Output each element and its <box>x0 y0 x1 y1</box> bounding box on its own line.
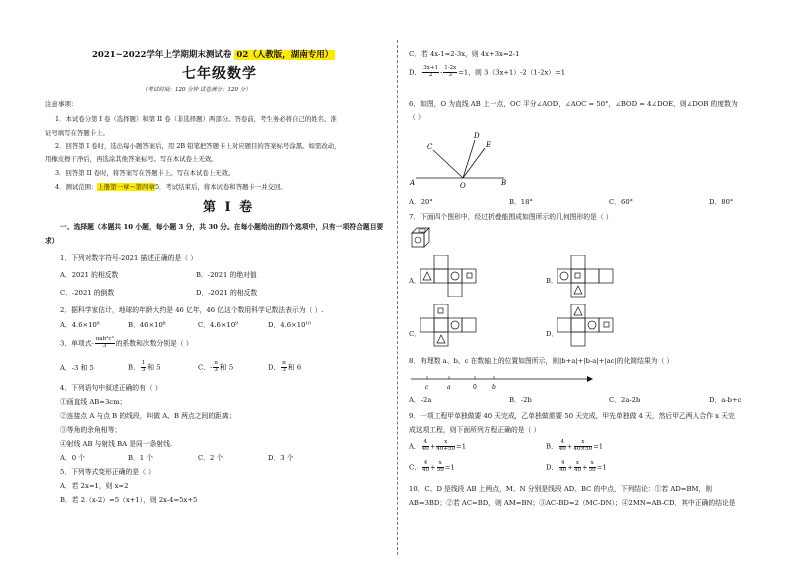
notes-heading: 注意事项： <box>45 100 78 108</box>
exam-meta: （考试时间：120 分钟 试卷满分：120 分） <box>142 87 251 93</box>
cube-front <box>412 233 424 247</box>
q9-option-b: B． $\frac{4}{40}$ + $\frac{x}{40\times 50}$ =1 <box>546 439 604 452</box>
q9-a-f1-num: 4 <box>423 439 427 445</box>
q3-d-post: 和 6 <box>287 363 302 372</box>
q3-den: 3 <box>103 342 107 349</box>
q5-d-n2: 1-2x <box>444 65 457 71</box>
q3-pre: 3．单项式- <box>60 339 94 348</box>
net-d-cell <box>571 318 585 332</box>
q4-statement-4: ④射线 AB 与射线 BA 是同一条射线. <box>60 440 173 448</box>
net-c-cell <box>420 318 434 332</box>
net-d-cell <box>585 318 599 332</box>
net-a-cell <box>462 269 476 283</box>
question-3 <box>60 337 193 350</box>
section-line-2: 求） <box>45 237 59 245</box>
q4-option-b: B．1 个 <box>128 454 154 462</box>
q3-option-d <box>268 361 301 374</box>
net-b-circle <box>560 272 568 280</box>
q9-d-f3-den: 50 <box>588 466 596 473</box>
q9-a-pre: A． <box>409 442 421 451</box>
q9-d-f3-num: x <box>590 460 594 466</box>
q9-c-pre: C． <box>409 463 421 472</box>
net-d <box>557 304 637 350</box>
net-a-triangle <box>423 272 431 280</box>
q4-option-d: D．3 个 <box>268 454 294 462</box>
note-1b: 证号填写在答题卡上。 <box>45 129 109 137</box>
q9-b-f2-den: 40×50 <box>573 445 593 452</box>
q3-d-frac <box>281 361 287 374</box>
q6-option-a: A．20° <box>409 198 433 206</box>
label-e: E <box>486 141 492 149</box>
q5-option-c: C．若 4x-1=2-3x，则 4x+3x=2-1 <box>409 50 520 58</box>
q9-d-f1 <box>559 461 566 474</box>
net-c-cell <box>448 318 462 332</box>
q9-d-f1-den: 40 <box>559 466 567 473</box>
q1-option-c: C．-2021 的倒数 <box>60 289 115 297</box>
q2-option-c: C．4.6×10⁹ <box>198 321 238 329</box>
q9-d-eq: =1 <box>596 463 607 472</box>
q4-option-c: C．2 个 <box>198 454 224 462</box>
q9-a-f1-den: 40 <box>421 445 429 452</box>
net-c-cell <box>462 318 476 332</box>
q1-option-d: D．-2021 的相反数 <box>196 289 258 297</box>
q8-option-d: D．a-b+c <box>709 396 742 404</box>
q9-c-f2-num: x <box>438 460 442 466</box>
q8-option-c: C．2a-2b <box>609 396 641 404</box>
q9-c-f1-den: 40 <box>422 466 429 473</box>
q9-option-d: D． $\frac{4}{40}$ + $\frac{x}{40}$ + $\frac{x}{50}$ =1 <box>546 460 607 473</box>
subject-title: 七年级数学 <box>182 66 257 82</box>
note-3: 3．回答第 II 卷时，将答案写在答题卡上。写在本试卷上无效。 <box>55 169 235 177</box>
q4-statement-2: ②连接点 A 与点 B 的线段，叫做 A、B 两点之间的距离； <box>60 412 236 420</box>
q2-option-d: D．4.6×10¹⁰ <box>268 321 311 329</box>
net-c-cell <box>434 304 448 318</box>
net-b-cell <box>599 269 613 283</box>
q3-num: πab²c³ <box>95 336 114 342</box>
net-a-cell <box>420 269 434 283</box>
net-c-circle <box>451 321 459 329</box>
q5-d-d2: 3 <box>448 71 452 78</box>
q6-option-b: B．18° <box>509 198 533 206</box>
net-b-cell <box>571 269 585 283</box>
q9-d-f2-den: 40 <box>573 466 581 473</box>
q9-a-eq: =1 <box>456 442 467 451</box>
q9-d-f3 <box>589 461 596 474</box>
q3-b-den: 3 <box>141 366 146 373</box>
q9-b-f1-num: 4 <box>560 439 565 445</box>
q3-b-frac <box>141 361 147 374</box>
net-b-cell <box>557 269 571 283</box>
q5-d-mid: - <box>439 68 443 77</box>
q9-a-f2-num: x <box>436 440 455 447</box>
ray-oc <box>433 150 463 178</box>
question-9b: 成这项工程，则下面所列方程正确的是（ ） <box>409 426 541 434</box>
q9-c-f2-den: 50 <box>436 466 444 473</box>
q3-option-c <box>198 361 233 374</box>
q9-c-eq: =1 <box>444 463 455 472</box>
net-c <box>420 304 500 350</box>
q8-option-b: B．-2b <box>509 396 532 404</box>
q9-c-f2 <box>437 461 444 474</box>
q5-d-frac-2 <box>443 66 457 79</box>
note-4-highlight: 上册第一章～第四章 <box>97 183 155 191</box>
cube-figure <box>409 226 431 250</box>
question-10b: AB=3BD；②若 AC=BD，则 AM=BN；③AC-BD=2（MC-DN）；④2MN=AB-CD．其中正确的结论是 <box>409 499 736 507</box>
note-1a: 1．本试卷分第 I 卷（选择题）和第 II 卷（非选择题）两部分。答卷前，考生务必将自己的姓名、准 <box>55 115 337 123</box>
exam-title <box>92 50 335 61</box>
q9-b-f2-num: x <box>574 440 593 447</box>
net-b-cell <box>571 255 585 269</box>
note-4-pre: 4．测试范围： <box>55 183 98 191</box>
net-a <box>420 255 500 297</box>
q7-label-c: C． <box>409 330 421 338</box>
net-d-cell <box>557 318 571 332</box>
label-o: O <box>460 182 466 190</box>
q2-option-a: A．4.6×10⁸ <box>60 321 100 329</box>
q3-option-a: A．-3 和 5 <box>60 364 94 372</box>
q9-b-eq: =1 <box>593 442 604 451</box>
q6-option-d: D．80° <box>709 198 734 206</box>
q5-option-a: A．若 2x=1，则 x=2 <box>60 482 129 490</box>
q9-option-a: A． $\frac{4}{40}$ + $\frac{x}{40+50}$ =1 <box>409 439 467 452</box>
number-line-arrow <box>587 376 593 382</box>
q9-a-f1 <box>422 440 429 453</box>
q5-option-d <box>409 66 565 79</box>
q4-option-a: A．0 个 <box>60 454 85 462</box>
net-a-cell <box>448 269 462 283</box>
angle-figure <box>408 128 508 190</box>
part-title: 第 I 卷 <box>203 200 255 215</box>
q3-d-pre: D． <box>268 363 281 372</box>
q3-d-num: π <box>282 360 286 366</box>
net-c-square <box>438 308 443 313</box>
label-a: A <box>410 179 416 187</box>
ray-oe <box>463 148 485 178</box>
ray-od <box>463 140 475 178</box>
note-4 <box>55 183 287 191</box>
q5-d-pre: D． <box>409 68 422 77</box>
net-d-cell <box>599 318 613 332</box>
q7-label-b: B． <box>546 277 558 285</box>
q7-label-d: D． <box>546 330 559 338</box>
q3-d-den: 3 <box>282 366 286 373</box>
q3-c-den: 3 <box>214 366 218 373</box>
q8-option-a: A．-2a <box>409 396 432 404</box>
net-a-square <box>467 273 472 278</box>
q9-c-f1-num: 4 <box>423 460 428 466</box>
q9-b-pre: B． <box>546 442 558 451</box>
section-line-1: 一、选择题（本题共 10 小题，每小题 3 分，共 30 分。在每小题给出的四个选项中，只有一项符合题目要 <box>60 223 384 231</box>
label-c: C <box>427 143 433 151</box>
q9-d-f2 <box>574 461 581 474</box>
note-4-post: 5．考试结束后，将本试卷和答题卡一并交回。 <box>154 183 287 191</box>
question-9a: 9．一项工程甲单独做要 40 天完成，乙单独做需要 50 天完成，甲先单独做 4 天，然后甲乙两人合作 x 天完 <box>409 412 735 420</box>
q9-b-f1-den: 40 <box>558 445 566 452</box>
net-a-cell <box>434 269 448 283</box>
q9-c-f1 <box>422 461 429 474</box>
q1-option-a: A．2021 的相反数 <box>60 271 119 279</box>
q5-option-b: B．若 2（x-2）=5（x+1），则 2x-4=5x+5 <box>60 496 198 504</box>
q3-c-num: π <box>214 360 218 366</box>
question-5: 5．下列等式变形正确的是（ ） <box>60 468 155 476</box>
axis-label-b: b <box>492 384 496 391</box>
net-c-cell <box>434 318 448 332</box>
q3-c-frac <box>213 361 219 374</box>
net-d-cell <box>571 332 585 346</box>
note-2a: 2．回答第 I 卷时，选出每小题答案后，用 2B 铅笔把答题卡上对应题目的答案标号涂黑。如需改动， <box>55 142 341 150</box>
net-b-cell <box>585 269 599 283</box>
title-highlight: 02（人教版，湖南专用） <box>236 50 334 60</box>
q5-d-frac-1 <box>422 66 439 79</box>
net-b <box>557 255 637 301</box>
number-line <box>409 370 594 392</box>
net-d-square <box>604 322 609 327</box>
q1-option-b: B．-2021 的绝对值 <box>196 271 257 279</box>
q9-b-f2 <box>574 440 593 453</box>
net-c-cell <box>434 332 448 346</box>
q6-option-c: C．60° <box>609 198 634 206</box>
column-divider <box>397 40 398 555</box>
question-10a: 10．C、D 是线段 AB 上两点，M、N 分别是线段 AD、BC 的中点，下列结论：①若 AD=BM，则 <box>409 485 713 493</box>
net-d-triangle <box>574 307 582 315</box>
q3-fraction <box>95 337 115 350</box>
q3-b-post: 和 5 <box>147 363 161 372</box>
net-d-cell <box>571 304 585 318</box>
q3-b-pre: B． <box>128 363 140 372</box>
q2-option-b: B．46×10⁸ <box>128 321 166 329</box>
title-main: 2021~2022学年上学期期末测试卷 <box>92 50 235 60</box>
net-b-triangle <box>574 286 582 294</box>
q5-d-d1: 2 <box>428 71 433 78</box>
q9-a-f2-den: 40+50 <box>436 445 456 452</box>
q3-option-b <box>128 361 161 374</box>
q3-post: 的系数和次数分别是（ ） <box>115 339 193 348</box>
q4-statement-3: ③等角的余角相等； <box>60 426 122 434</box>
net-a-cell <box>448 283 462 297</box>
q9-d-pre: D． <box>546 463 559 472</box>
net-d-circle <box>588 321 596 329</box>
cube-square <box>419 229 425 232</box>
axis-label-a: a <box>447 384 451 391</box>
axis-label-c: c <box>425 384 429 391</box>
label-d: D <box>474 132 480 140</box>
q4-statement-1: ①画直线 AB=3cm； <box>60 398 127 406</box>
label-b: B <box>501 179 507 187</box>
question-6: 6．如图，O 为直线 AB 上一点，OC 平分∠AOD，∠AOC = 50°，∠BOD = 4∠DOE，则∠DOB 的度数为 <box>409 100 738 108</box>
q9-d-f2-num: x <box>575 460 579 466</box>
net-b-square <box>575 273 580 278</box>
question-7: 7．下面四个图形中，经过折叠能围成如图所示的几何图形的是（ ） <box>409 213 613 221</box>
question-8: 8．有理数 a、b、c 在数轴上的位置如图所示，则|b+a|+|b-a|+|ac|的化简结果为（ ） <box>409 357 674 365</box>
q5-d-n1: 3x+1 <box>423 65 438 71</box>
q3-c-post: 和 5 <box>219 363 234 372</box>
note-2b: 用橡皮擦干净后，再选涂其他答案标号。写在本试卷上无效。 <box>45 155 218 163</box>
q3-c-pre: C．- <box>198 363 213 372</box>
net-b-cell <box>571 283 585 297</box>
question-2: 2．据科学家估计，地球的年龄大约是 46 亿年，46 亿这个数用科学记数法表示为（ ）. <box>60 306 324 314</box>
cube-circle <box>415 237 421 243</box>
q5-d-post: =1，则 3（3x+1）-2（1-2x）=1 <box>458 68 566 77</box>
axis-label-zero: 0 <box>473 384 477 391</box>
q9-d-f1-num: 4 <box>561 460 565 466</box>
q9-a-f2 <box>436 440 455 453</box>
q7-label-a: A． <box>409 277 421 285</box>
question-4: 4．下列语句中叙述正确的有（ ） <box>60 384 162 392</box>
q3-b-num: 1 <box>141 360 146 366</box>
net-c-triangle <box>437 335 445 343</box>
q9-b-f1 <box>559 440 566 453</box>
net-a-cell <box>434 255 448 269</box>
net-a-circle <box>451 272 459 280</box>
question-6-tail: （ ） <box>409 113 425 121</box>
q9-option-c: C． $\frac{4}{40}$ + $\frac{x}{50}$ =1 <box>409 460 455 473</box>
question-1: 1．下列对数字符号-2021 描述正确的是（ ） <box>60 254 197 262</box>
